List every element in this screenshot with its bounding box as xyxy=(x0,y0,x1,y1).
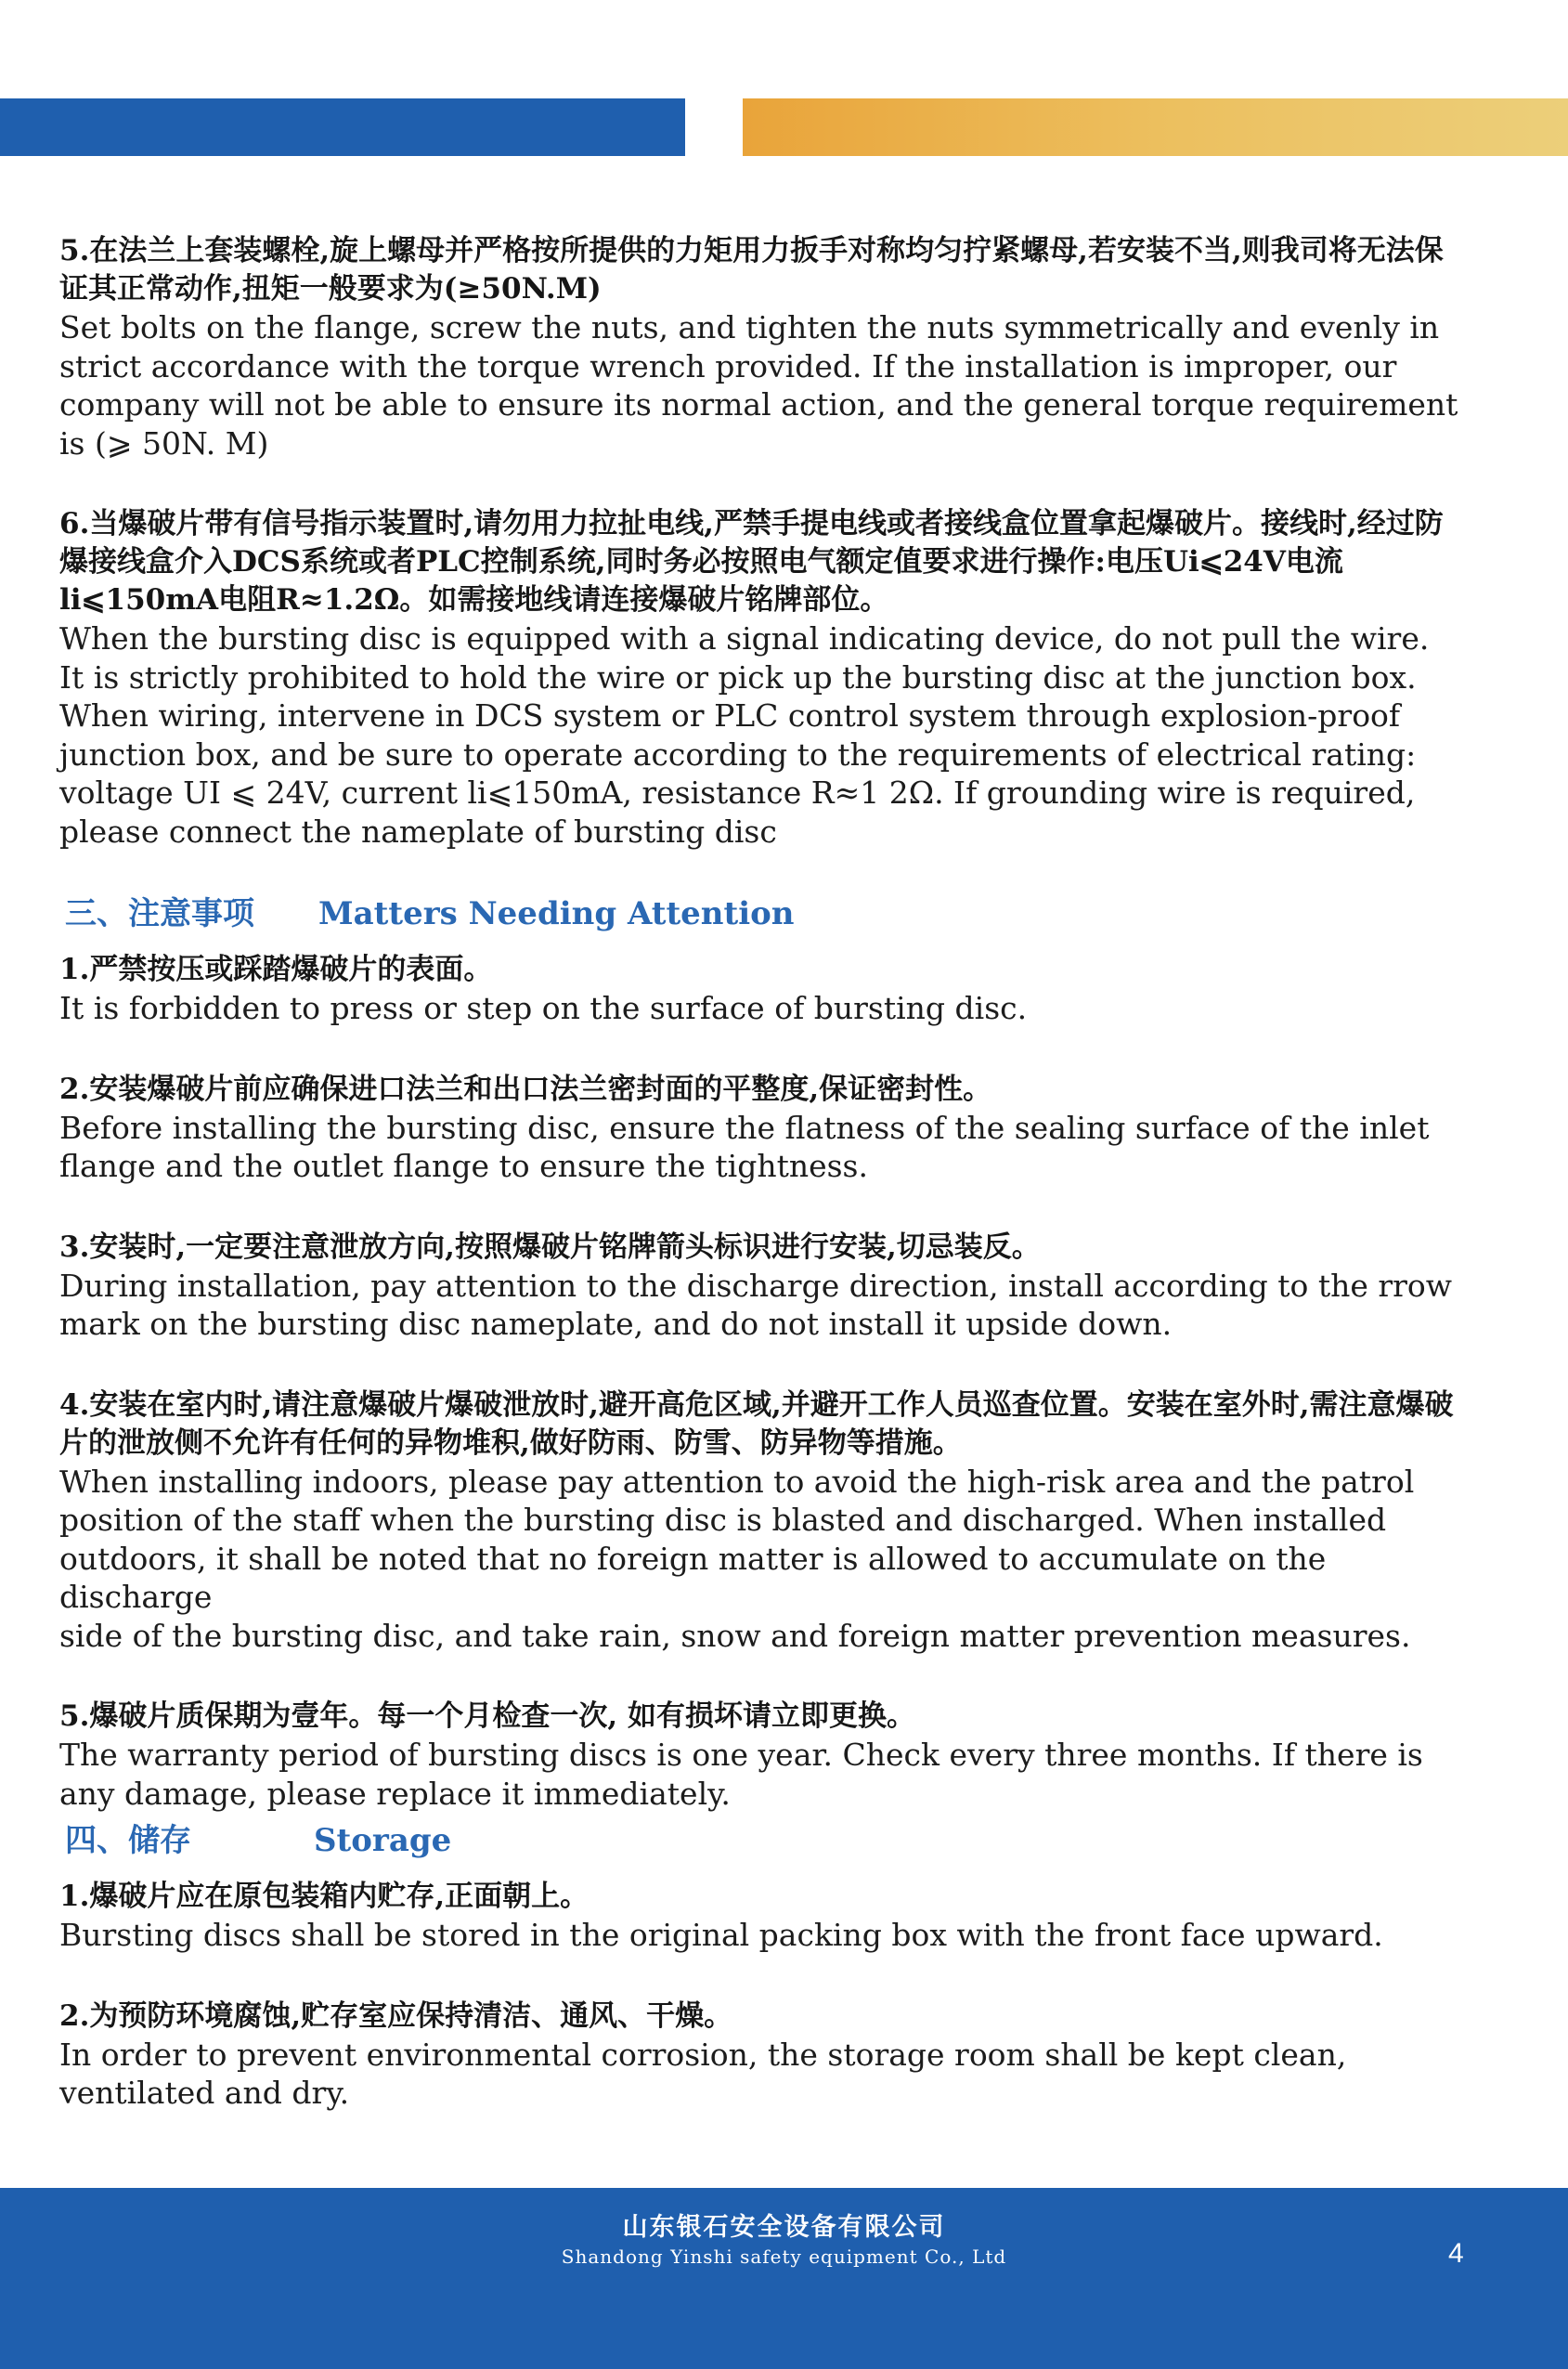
storage-heading-en: Storage xyxy=(314,1822,452,1859)
attention-item-3-zh: 3.安装时,一定要注意泄放方向,按照爆破片铭牌箭头标识进行安装,切忌装反。 xyxy=(59,1230,1041,1264)
attention-item-5 xyxy=(59,1698,1461,1813)
attention-item-1-en: It is forbidden to press or step on the surface of bursting disc. xyxy=(59,990,1028,1026)
storage-item-1-zh: 1.爆破片应在原包装箱内贮存,正面朝上。 xyxy=(59,1880,590,1913)
install-item-5-zh: 5.在法兰上套装螺栓,旋上螺母并严格按所提供的力矩用力扳手对称均匀拧紧螺母,若安装不当,则我司将无法保证其正常动作,扭矩一般要求为(≥50N.M) xyxy=(59,234,1444,306)
storage-heading-zh: 四、储存 xyxy=(65,1822,191,1859)
attention-heading-en: Matters Needing Attention xyxy=(318,895,795,932)
footer-company-zh: 山东银石安全设备有限公司 xyxy=(622,2213,946,2242)
attention-item-3-en: During installation, pay attention to the discharge direction, install according to the rrow mark on the bursting disc nameplate, and do not install it upside down. xyxy=(59,1267,1453,1342)
install-item-6-zh: 6.当爆破片带有信号指示装置时,请勿用力拉扯电线,严禁手提电线或者接线盒位置拿起爆破片。接线时,经过防爆接线盒介入DCS系统或者PLC控制系统,同时务必按照电气额定值要求进行操作:电压Ui⩽24V电流li⩽150mA电阻R≈1.2Ω。如需接地线请连接爆破片铭牌部位。 xyxy=(59,507,1444,617)
attention-item-3 xyxy=(59,1229,1461,1344)
install-item-5 xyxy=(59,232,1461,462)
storage-item-1-en: Bursting discs shall be stored in the original packing box with the front face upward. xyxy=(59,1917,1383,1953)
storage-item-2 xyxy=(59,1998,1461,2113)
attention-item-2 xyxy=(59,1071,1461,1186)
page-content xyxy=(59,232,1461,2155)
attention-item-4-en-cont: side of the bursting disc, and take rain, snow and foreign matter prevention measures. xyxy=(59,1617,1411,1654)
attention-item-4 xyxy=(59,1386,1461,1656)
storage-item-1 xyxy=(59,1878,1461,1955)
attention-item-4-zh: 4.安装在室内时,请注意爆破片爆破泄放时,避开高危区域,并避开工作人员巡查位置。安装在室外时,需注意爆破片的泄放侧不允许有任何的异物堆积,做好防雨、防雪、防异物等措施。 xyxy=(59,1387,1454,1460)
attention-item-2-zh: 2.安装爆破片前应确保进口法兰和出口法兰密封面的平整度,保证密封性。 xyxy=(59,1072,992,1106)
header-blue-bar xyxy=(0,98,685,156)
attention-item-2-en: Before installing the bursting disc, ensure the flatness of the sealing surface of the inlet flange and the outlet flange to ensure the tightness. xyxy=(59,1109,1430,1184)
attention-item-1 xyxy=(59,951,1461,1028)
storage-heading xyxy=(65,1820,1461,1861)
attention-item-5-en: The warranty period of bursting discs is one year. Check every three months. If there is any damage, please replace it immediately. xyxy=(59,1737,1423,1812)
page-number: 4 xyxy=(1448,2238,1464,2269)
attention-item-4-en: When installing indoors, please pay attention to avoid the high-risk area and the patrol position of the staff when the bursting disc is blasted and discharged. When installed outdoors, it shall be noted that no foreign matter is allowed to accumulate on the discharge xyxy=(59,1463,1415,1615)
attention-heading xyxy=(65,893,1461,934)
install-item-5-en: Set bolts on the flange, screw the nuts, and tighten the nuts symmetrically and evenly in strict accordance with the torque wrench provided. If the installation is improper, our company will not be able to ensure its normal action, and the general torque requirement is (⩾ 50N. M) xyxy=(59,309,1458,462)
storage-item-2-en: In order to prevent environmental corrosion, the storage room shall be kept clean, ventilated and dry. xyxy=(59,2036,1347,2111)
attention-item-1-zh: 1.严禁按压或踩踏爆破片的表面。 xyxy=(59,953,493,986)
attention-heading-zh: 三、注意事项 xyxy=(65,895,254,932)
install-item-6-en: When the bursting disc is equipped with a signal indicating device, do not pull the wire. It is strictly prohibited to hold the wire or pick up the bursting disc at the junction box. When wiring, intervene in DCS system or PLC control system through explosion-proof junction box, and be sure to operate according to the requirements of electrical rating: voltage UI ⩽ 24V, current li⩽150mA, resistance R≈1 2Ω. If grounding wire is required, please connect the nameplate of bursting disc xyxy=(59,620,1430,850)
attention-item-5-zh: 5.爆破片质保期为壹年。每一个月检查一次, 如有损坏请立即更换。 xyxy=(59,1699,915,1733)
storage-item-2-zh: 2.为预防环境腐蚀,贮存室应保持清洁、通风、干燥。 xyxy=(59,1998,733,2033)
footer-company-en: Shandong Yinshi safety equipment Co., Ltd xyxy=(561,2245,1007,2268)
install-item-6 xyxy=(59,505,1461,851)
header-gold-bar xyxy=(743,98,1568,156)
